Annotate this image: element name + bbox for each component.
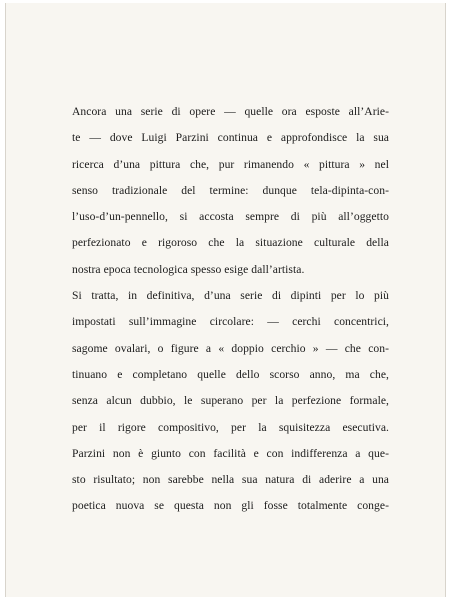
body-text — [72, 99, 389, 520]
text-line: per il rigore compositivo, per la squisitezza esecutiva. — [72, 420, 389, 434]
text-line: Si tratta, in definitiva, d’una serie di dipinti per lo più — [72, 289, 389, 303]
text-line: l’uso-d’un-pennello, si accosta sempre di più all’oggetto — [72, 210, 389, 224]
text-line: impostati sull’immagine circolare: — cerchi concentrici, — [72, 315, 389, 329]
text-line: sagome ovalari, o figure a « doppio cerchio » — che con- — [72, 341, 389, 355]
text-line: perfezionato e rigoroso che la situazione culturale della — [72, 236, 389, 250]
text-line: te — dove Luigi Parzini continua e approfondisce la sua — [72, 131, 389, 145]
book-page — [5, 3, 446, 597]
text-line: senza alcun dubbio, le superano per la perfezione formale, — [72, 394, 389, 408]
text-line: poetica nuova se questa non gli fosse totalmente conge- — [72, 499, 389, 513]
text-line: Parzini non è giunto con facilità e con indifferenza a que- — [72, 446, 389, 460]
text-line: Ancora una serie di opere — quelle ora esposte all’Arie- — [72, 105, 389, 118]
text-line: tinuano e completano quelle dello scorso anno, ma che, — [72, 367, 389, 381]
text-line: nostra epoca tecnologica spesso esige dall’artista. — [72, 262, 305, 276]
text-line: ricerca d’una pittura che, pur rimanendo « pittura » nel — [72, 157, 389, 171]
text-line: senso tradizionale del termine: dunque tela-dipinta-con- — [72, 183, 389, 197]
text-line: sto risultato; non sarebbe nella sua natura di aderire a una — [72, 473, 389, 487]
